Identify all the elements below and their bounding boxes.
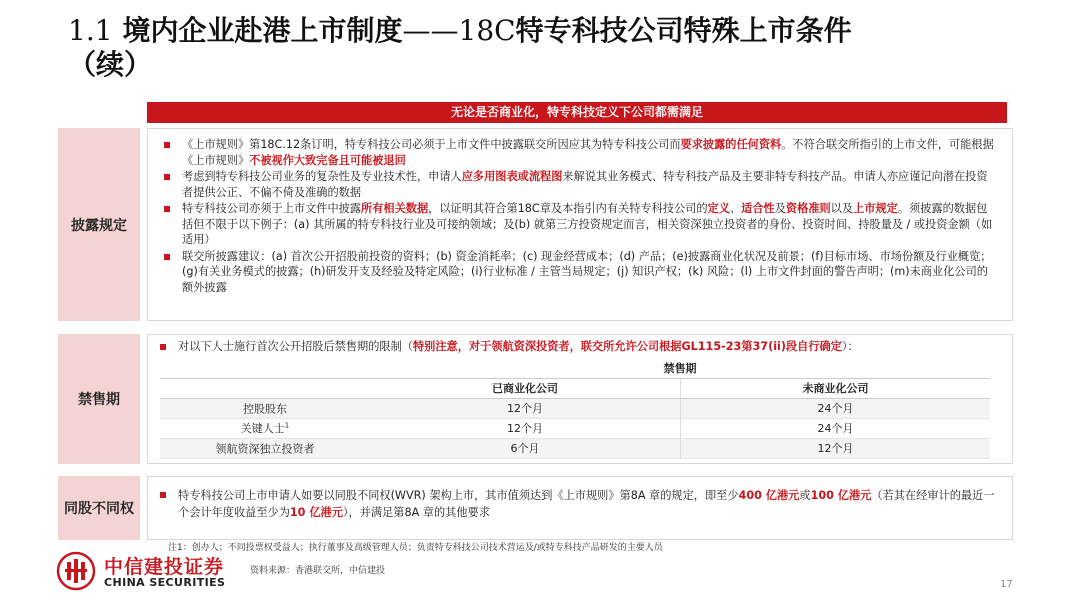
row-non-commercial: 12个月 xyxy=(681,438,991,458)
title-suffix: 特专科技公司特殊上市条件 xyxy=(515,14,852,47)
table-row xyxy=(160,438,990,458)
lockup-intro-highlight: 特别注意，对于领航资深投资者，联交所允许公司根据GL115-23第37(ii)段自行确定 xyxy=(412,340,842,353)
body-text: 特专科技公司上市申请人如要以同股不同权(WVR) 架构上市，其市值须达到《上市规则》第8A 章的规定，即至少 xyxy=(178,489,739,502)
body-text: 考虑到特专科技公司业务的复杂性及专业技术性，申请人 xyxy=(182,170,462,183)
body-text: 、 xyxy=(729,202,742,215)
col-header-commercial: 已商业化公司 xyxy=(370,378,681,398)
table-group-header: 禁售期 xyxy=(370,359,990,379)
col-header-non-commercial: 未商业化公司 xyxy=(681,378,991,398)
section-label-disclosure: 披露规定 xyxy=(58,128,140,321)
bullet-square-icon xyxy=(164,142,170,148)
logo-chinese-name: 中信建投证券 xyxy=(104,556,225,578)
disclosure-bullet xyxy=(160,137,998,168)
bullet-square-icon xyxy=(160,344,166,350)
row-non-commercial: 24个月 xyxy=(681,418,991,438)
body-text: 《上市规则》第18C.12条订明，特专科技公司必须于上市文件中披露联交所因应其为特专科技公司而 xyxy=(182,138,681,151)
bullet-square-icon xyxy=(164,254,170,260)
highlight-text: 要求披露的任何资料 xyxy=(680,138,782,151)
section-label-lockup: 禁售期 xyxy=(58,334,140,464)
lockup-intro-text: 对以下人士施行首次公开招股后禁售期的限制（ xyxy=(178,340,413,353)
body-text: 。不符合联交所指引的上市文件，可能根据《上市规则》 xyxy=(182,138,994,167)
company-logo xyxy=(56,551,236,591)
bullet-square-icon xyxy=(164,174,170,180)
table-corner xyxy=(160,359,370,379)
row-commercial: 6个月 xyxy=(370,438,681,458)
lockup-intro xyxy=(156,339,1002,355)
title-code: 18C xyxy=(458,14,516,47)
lockup-content xyxy=(147,334,1013,464)
body-text: ），并满足第8A 章的其他要求 xyxy=(342,506,490,519)
page-number: 17 xyxy=(1000,579,1013,590)
highlight-text: 400 亿港元 xyxy=(738,489,800,502)
section-number: 1.1 xyxy=(68,14,113,47)
body-text: 特专科技公司亦须于上市文件中披露 xyxy=(182,202,362,215)
highlight-text: 应多用图表或流程图 xyxy=(461,170,563,183)
highlight-text: 100 亿港元 xyxy=(810,489,872,502)
lockup-table xyxy=(160,359,990,459)
disclosure-bullet xyxy=(160,249,998,296)
section-label-wvr: 同股不同权 xyxy=(58,476,140,540)
highlight-text: 上市规定 xyxy=(853,202,898,215)
highlight-text: 资格准则 xyxy=(785,202,831,215)
table-row xyxy=(160,418,990,438)
title-prefix: 境内企业赴港上市制度 xyxy=(122,14,403,47)
highlight-text: 定义 xyxy=(707,202,730,215)
page-title xyxy=(68,14,1058,82)
title-continued: （续） xyxy=(68,48,153,81)
bullet-square-icon xyxy=(164,206,170,212)
summary-banner: 无论是否商业化，特专科技定义下公司都需满足 xyxy=(147,102,1007,123)
lockup-intro-end: ）： xyxy=(841,340,859,353)
table-row xyxy=(160,398,990,418)
body-text: 来解说其业务模式、特专科技产品及主要非特专科技产品。申请人亦应谨记向潜在投资者提供公正、不偏不倚及准确的数据 xyxy=(182,170,988,199)
body-text: 联交所披露建议：(a) 首次公开招股前投资的资料；(b) 资金消耗率；(c) 现金经营成本；(d) 产品；(e)披露商业化状况及前景；(f)目标市场、市场份额及行业概览；(g)有关业务模式的披露；(h)研发开支及经验及特定风险；(i)行业标准 / 主管当局规定；(j) 知识产权；(k) 风险；(l) 上市文件封面的警告声明；(m)未商业化公司的额外披露 xyxy=(182,249,992,294)
china-securities-logo-icon xyxy=(56,551,98,591)
footnote: 注1：创办人；不同投票权受益人；执行董事及高级管理人员；负责特专科技公司技术营运及/或特专科技产品研发的主要人员 xyxy=(168,543,663,553)
row-commercial: 12个月 xyxy=(370,418,681,438)
body-text: 。须披露的数据包括但不限于以下例子：(a) 其所属的特专科技行业及可接纳领域；及(b) 就第三方投资规定而言，相关资深独立投资者的身份、投资时间、持股量及 / 或投资金额（如适用） xyxy=(182,202,993,246)
highlight-text: 所有相关数据 xyxy=(361,202,429,215)
wvr-content xyxy=(147,476,1013,540)
logo-english-name: CHINA SECURITIES xyxy=(104,576,226,589)
disclosure-bullet xyxy=(160,169,998,200)
body-text: （若其在经审计的最近一个会计年度收益至少为 xyxy=(178,489,995,519)
wvr-bullet xyxy=(156,487,1000,521)
source-note: 资料来源：香港联交所，中信建投 xyxy=(250,566,386,576)
body-text: ，以证明其符合第18C章及本指引内有关特专科技公司的 xyxy=(428,202,708,215)
body-text: 或 xyxy=(799,489,811,502)
row-non-commercial: 24个月 xyxy=(681,398,991,418)
title-dash: —— xyxy=(402,14,459,47)
body-text: 及 xyxy=(774,202,786,215)
highlight-text: 适合性 xyxy=(741,202,775,215)
disclosure-content xyxy=(147,128,1013,321)
row-name: 领航资深独立投资者 xyxy=(160,438,370,458)
table-corner-2 xyxy=(160,378,370,398)
wvr-text xyxy=(178,487,1000,521)
bullet-square-icon xyxy=(160,492,166,498)
row-name: 关键人士$^1$ xyxy=(160,418,370,438)
highlight-text: 10 亿港元 xyxy=(289,506,343,519)
disclosure-bullet-list xyxy=(160,137,998,295)
row-name: 控股股东 xyxy=(160,398,370,418)
body-text: 以及 xyxy=(830,202,854,215)
disclosure-bullet xyxy=(160,201,998,248)
highlight-text: 不被视作大致完备且可能被退回 xyxy=(249,153,406,167)
row-commercial: 12个月 xyxy=(370,398,681,418)
